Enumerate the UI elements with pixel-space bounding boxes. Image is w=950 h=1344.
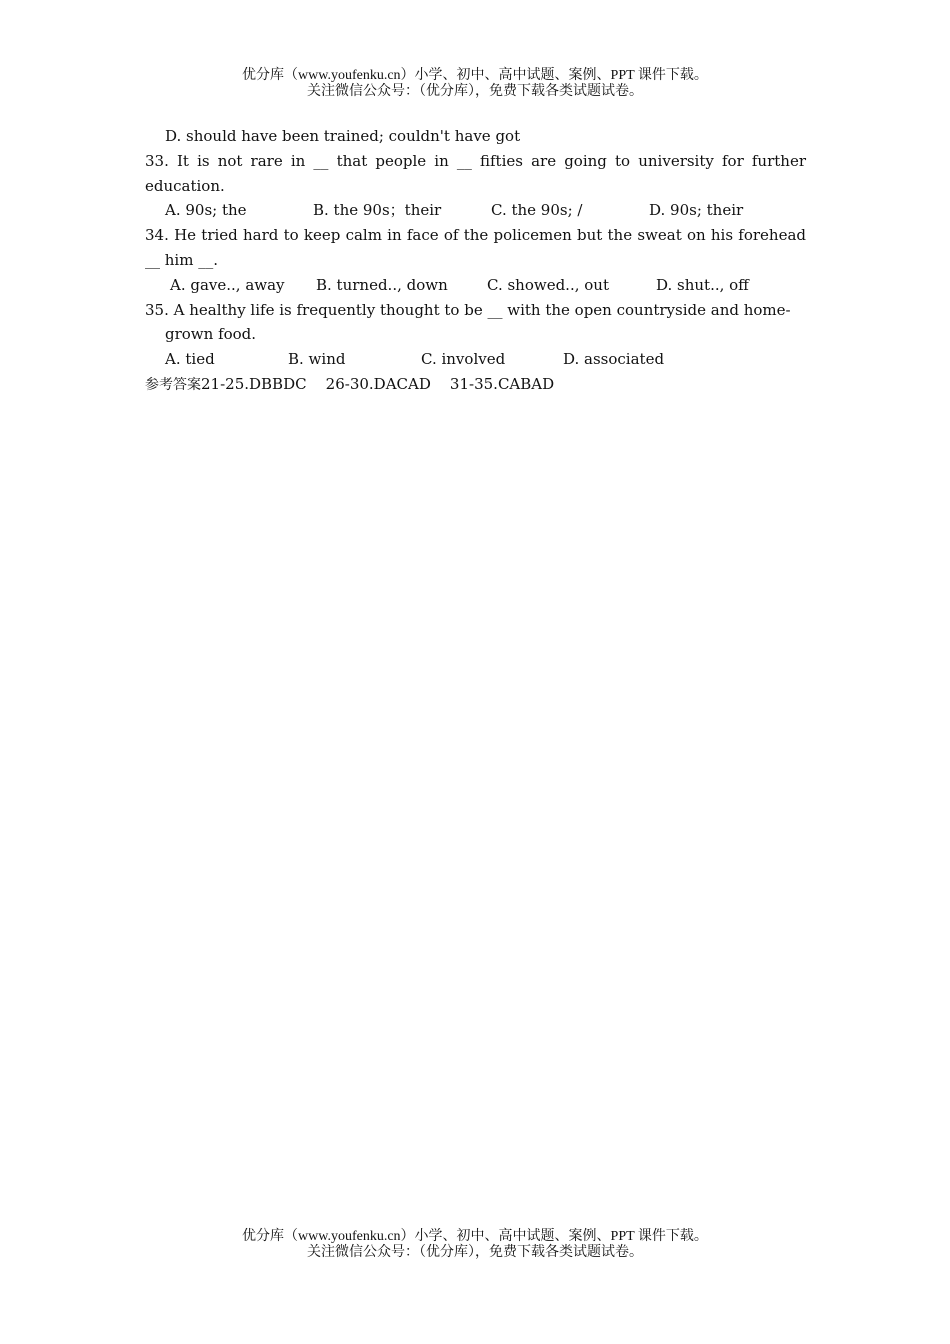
page-header [0,68,950,100]
q32-option-d: D. should have been trained; couldn't have got [165,127,521,145]
q35-option-c: C. involved [421,350,506,369]
q34-option-b: B. turned.., down [316,275,448,294]
q33-options [145,198,806,223]
q33-stem: 33. It is not rare in __ that people in __ fifties are going to university for further education. [145,151,806,195]
q35-options [145,347,806,372]
q33-option-a: A. 90s; the [165,201,247,220]
q35-stem: 35. A healthy life is frequently thought to be __ with the open countryside and home- [145,300,791,319]
q34-option-c: C. showed.., out [487,275,609,294]
answer-key-label: 参考答案 [145,376,201,393]
q34-option-d: D. shut.., off [656,275,749,294]
q34-stem: 34. He tried hard to keep calm in face of the policemen but the sweat on his forehead __ him __. [145,226,806,269]
q34-option-a: A. gave.., away [170,275,285,294]
footer-line-1: 优分库（www.youfenku.cn）小学、初中、高中试题、案例、PPT 课件下载。 [242,1229,708,1244]
document-body [145,124,806,398]
q35-stem-continued: grown food. [165,325,257,344]
header-line-2: 关注微信公众号：（优分库），免费下载各类试题试卷。 [307,84,643,99]
q35-option-d: D. associated [563,350,665,369]
answer-key [145,372,806,398]
header-line-1: 优分库（www.youfenku.cn）小学、初中、高中试题、案例、PPT 课件下载。 [242,68,708,83]
answer-key-text: 21-25.DBBDC 26-30.DACAD 31-35.CABAD [201,374,555,393]
q35-option-a: A. tied [165,350,215,369]
q33-option-b: B. the 90s；their [313,201,442,220]
page-footer [0,1229,950,1261]
q33-option-c: C. the 90s; / [491,201,583,220]
q35-option-b: B. wind [288,350,346,369]
footer-line-2: 关注微信公众号：（优分库），免费下载各类试题试卷。 [307,1245,643,1260]
q33-option-d: D. 90s; their [649,201,744,220]
q34-options [145,273,806,298]
